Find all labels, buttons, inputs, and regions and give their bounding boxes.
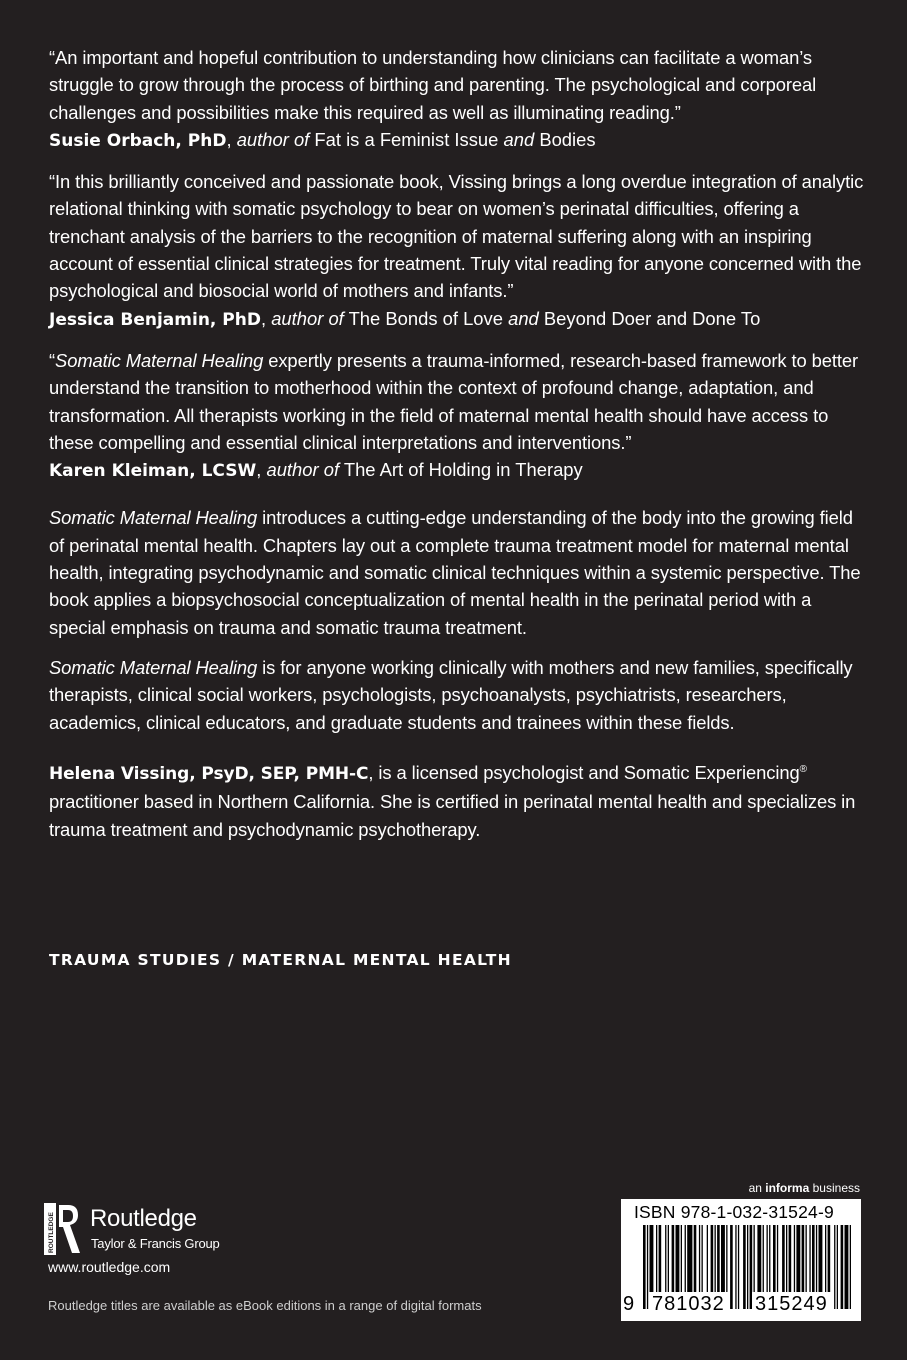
publisher-url[interactable]: www.routledge.com — [48, 1259, 171, 1275]
registered-mark: ® — [799, 763, 807, 775]
publisher-logo — [44, 1203, 244, 1258]
endorsement-text: “In this brilliantly conceived and passionate book, Vissing brings a long overdue integration of analytic relational thinking with somatic psychology to bear on women’s perinatal difficulties, offering a trenchant analysis of the barriers to the recognition of maternal suffering along with an inspiring account of essential clinical strategies for treatment. Truly vital reading for anyone concerned with the psychological and biosocial world of mothers and infants.” — [49, 171, 864, 302]
open-quote: “ — [49, 349, 56, 371]
barcode-bar — [743, 1225, 746, 1309]
author-of: author of — [266, 459, 340, 481]
book-title: Somatic Maternal Healing — [55, 349, 264, 371]
work-title: The Art of Holding in Therapy — [343, 459, 583, 481]
barcode-bar — [834, 1225, 835, 1309]
audience-paragraph — [49, 654, 867, 736]
endorser-name: Karen Kleiman, LCSW — [49, 461, 257, 482]
ean-first-digit: 9 — [623, 1293, 636, 1315]
endorsement-text: “An important and hopeful contribution to understanding how clinicians can facilitate a woman’s struggle to grow through the process of birthing and parenting. The psychological and corporeal challenges and possibilities make this required as well as illuminating reading.” — [49, 47, 817, 123]
informa-suffix: business — [812, 1181, 860, 1195]
barcode-bar — [747, 1225, 748, 1309]
informa-business — [749, 1181, 860, 1195]
work-title: Fat is a Feminist Issue — [314, 128, 499, 150]
author-of: author of — [271, 307, 344, 329]
author-bio — [49, 756, 867, 843]
bio-text-2: practitioner based in Northern California. She is certified in perinatal mental health and specializes in trauma treatment and psychodynamic psychotherapy. — [49, 791, 856, 840]
barcode-bar — [735, 1225, 736, 1309]
and-text: and — [503, 128, 535, 150]
barcode-bar — [837, 1225, 838, 1309]
endorsement-orbach — [49, 44, 867, 155]
subject-category: TRAUMA STUDIES / MATERNAL MENTAL HEALTH — [49, 951, 512, 969]
informa-prefix: an — [748, 1181, 762, 1195]
work-title: The Bonds of Love — [348, 307, 503, 329]
barcode-bar — [845, 1225, 849, 1309]
endorsement-benjamin — [49, 168, 867, 334]
ean-left-digits: 781032 — [649, 1292, 728, 1316]
isbn-barcode-box — [621, 1199, 861, 1321]
description-text: introduces a cutting-edge understanding of the body into the growing field of perinatal mental health. Chapters lay out a complete trauma treatment model for maternal mental health, integrating psychodynamic and somatic clinical techniques within a systemic perspective. The book applies a biopsychosocial conceptualization of mental health in the perinatal period with a special emphasis on trauma and somatic trauma treatment. — [49, 507, 861, 638]
barcode-bar — [738, 1225, 739, 1309]
and-text: and — [508, 307, 539, 329]
work-title: Bodies — [539, 128, 596, 150]
publisher-group: Taylor & Francis Group — [91, 1236, 220, 1251]
endorser-name: Jessica Benjamin, PhD — [49, 309, 261, 330]
book-title: Somatic Maternal Healing — [49, 507, 258, 529]
ean-right-digits: 315249 — [752, 1292, 831, 1316]
barcode-bar — [730, 1225, 733, 1309]
barcode-bar — [647, 1225, 648, 1309]
audience-text: is for anyone working clinically with mothers and new families, specifically therapists, clinical social workers, psychologists, psychoanalysts, psychiatrists, researchers, academics, clinical educators, and graduate students and trainees within these fields. — [49, 656, 853, 733]
informa-brand: informa — [765, 1181, 810, 1195]
author-of: author of — [236, 128, 310, 150]
endorser-name: Susie Orbach, PhD — [49, 130, 227, 151]
barcode-bar — [841, 1225, 844, 1309]
back-cover-text — [49, 44, 867, 843]
routledge-logo-icon — [44, 1203, 82, 1255]
book-title: Somatic Maternal Healing — [49, 656, 258, 678]
publisher-name: Routledge — [90, 1205, 197, 1232]
ebook-note: Routledge titles are available as eBook editions in a range of digital formats — [48, 1298, 482, 1313]
endorsement-attribution: Jessica Benjamin, PhD, author of The Bonds of Love and Beyond Doer and Done To — [49, 307, 761, 330]
logo-vertical-text: ROUTLEDGE — [48, 1212, 55, 1253]
endorsement-text — [49, 347, 867, 456]
endorsement-body: expertly presents a trauma-informed, research-based framework to better understand the transition to motherhood within the context of profound change, adaptation, and transformation. All therapists working in the field of maternal mental health should have access to these compelling and essential clinical interpretations and interventions.” — [49, 349, 859, 453]
isbn-label: ISBN 978-1-032-31524-9 — [634, 1202, 834, 1222]
endorsement-attribution: Susie Orbach, PhD, author of Fat is a Feminist Issue and Bodies — [49, 128, 596, 151]
author-name: Helena Vissing, PsyD, SEP, PMH-C — [49, 763, 369, 784]
endorsement-kleiman — [49, 347, 867, 485]
endorsement-attribution: Karen Kleiman, LCSW, author of The Art of Holding in Therapy — [49, 459, 583, 482]
work-title: Beyond Doer and Done To — [543, 307, 761, 329]
description-paragraph — [49, 504, 867, 640]
barcode-bar — [850, 1225, 851, 1309]
barcode-bar — [643, 1225, 646, 1309]
bio-text-1: , is a licensed psychologist and Somatic Experiencing — [368, 761, 800, 783]
